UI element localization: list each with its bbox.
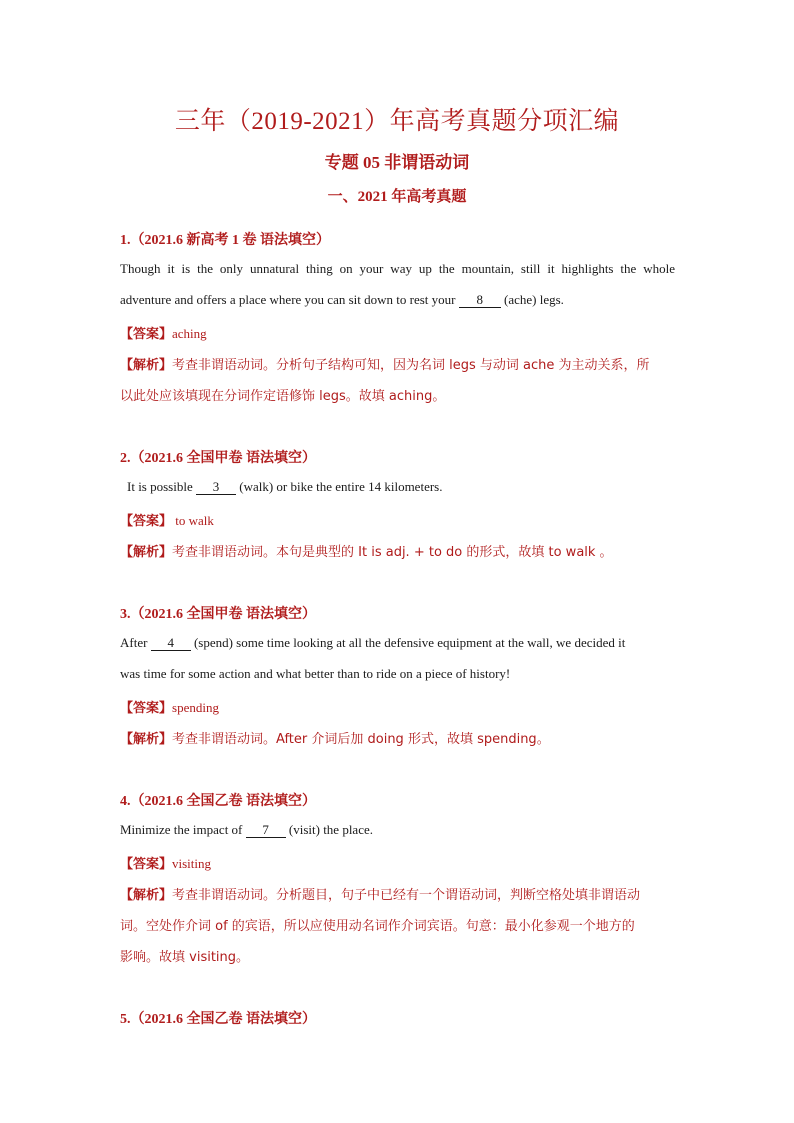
question-2-analysis-line-1 <box>120 541 675 560</box>
question-4-analysis-line-3: 影响。故填 visiting。 <box>120 950 250 965</box>
page-title: 三年（2019-2021）年高考真题分项汇编 <box>174 108 620 135</box>
question-1-text-after-blank: (ache) legs. <box>503 292 564 307</box>
question-1-heading: 1.（2021.6 新高考 1 卷 语法填空） <box>120 233 330 248</box>
question-4-heading: 4.（2021.6 全国乙卷 语法填空） <box>120 794 316 809</box>
question-3-text-after-blank: (spend) some time looking at all the defensive equipment at the wall, we decided it <box>193 635 626 650</box>
answer-label: 【答案】 <box>120 514 173 529</box>
question-3-analysis-text-1: 考查非谓语动词。After 介词后加 doing 形式，故填 spending。 <box>172 732 550 747</box>
analysis-label: 【解析】 <box>120 732 173 747</box>
question-3-answer-value: spending <box>172 700 219 715</box>
question-4-answer-value: visiting <box>172 856 212 871</box>
answer-label: 【答案】 <box>120 327 173 342</box>
question-4-answer <box>120 853 675 872</box>
question-2-text-before-blank: It is possible <box>127 479 193 494</box>
question-1-blank: 8 <box>459 293 501 308</box>
question-4-analysis-line-1 <box>120 884 675 903</box>
analysis-label: 【解析】 <box>120 358 173 373</box>
question-3-blank: 4 <box>151 636 191 651</box>
question-1-analysis-line-2: 以此处应该填现在分词作定语修饰 legs。故填 aching。 <box>120 389 446 404</box>
question-4-blank: 7 <box>246 823 286 838</box>
question-3-text-line-1 <box>120 635 675 651</box>
topic-subtitle: 专题 05 非谓语动词 <box>324 153 470 172</box>
question-2-analysis-text-1: 考查非谓语动词。本句是典型的 It is adj. + to do 的形式，故填 to walk 。 <box>172 545 613 560</box>
question-1-text-before-blank: adventure and offers a place where you can sit down to rest your <box>120 292 456 307</box>
question-3-answer <box>120 697 675 716</box>
question-4-analysis-line-2: 词。空处作介词 of 的宾语，所以应使用动名词作介词宾语。句意：最小化参观一个地方的 <box>120 919 635 934</box>
question-4-text-before-blank: Minimize the impact of <box>120 822 243 837</box>
question-3-heading: 3.（2021.6 全国甲卷 语法填空） <box>120 607 316 622</box>
question-1-text-line-1: Though it is the only unnatural thing on your way up the mountain, still it highlights the whole <box>120 261 675 276</box>
question-4-analysis-text-1: 考查非谓语动词。分析题目，句子中已经有一个谓语动词，判断空格处填非谓语动 <box>172 888 641 903</box>
question-2-heading: 2.（2021.6 全国甲卷 语法填空） <box>120 451 316 466</box>
question-4-text-after-blank: (visit) the place. <box>288 822 373 837</box>
question-3-text-line-2: was time for some action and what better than to ride on a piece of history! <box>120 666 511 681</box>
question-1-analysis-line-1 <box>120 354 675 373</box>
question-2-text-line-1 <box>127 479 682 495</box>
question-2-answer-value: to walk <box>175 513 214 528</box>
answer-label: 【答案】 <box>120 701 173 716</box>
question-3-text-before-blank: After <box>120 635 148 650</box>
question-1-answer-value: aching <box>172 326 207 341</box>
question-4-text-line-1 <box>120 822 675 838</box>
question-2-text-after-blank: (walk) or bike the entire 14 kilometers. <box>239 479 443 494</box>
answer-label: 【答案】 <box>120 857 173 872</box>
question-5-heading: 5.（2021.6 全国乙卷 语法填空） <box>120 1012 316 1027</box>
question-3-analysis-line-1 <box>120 728 675 747</box>
analysis-label: 【解析】 <box>120 888 173 903</box>
question-1-analysis-text-1: 考查非谓语动词。分析句子结构可知，因为名词 legs 与动词 ache 为主动关系，所 <box>172 358 650 373</box>
question-1-text-line-2 <box>120 292 675 308</box>
analysis-label: 【解析】 <box>120 545 173 560</box>
question-1-answer <box>120 323 675 342</box>
section-heading: 一、2021 年高考真题 <box>327 189 467 205</box>
question-2-answer <box>120 510 675 529</box>
question-2-blank: 3 <box>196 480 236 495</box>
